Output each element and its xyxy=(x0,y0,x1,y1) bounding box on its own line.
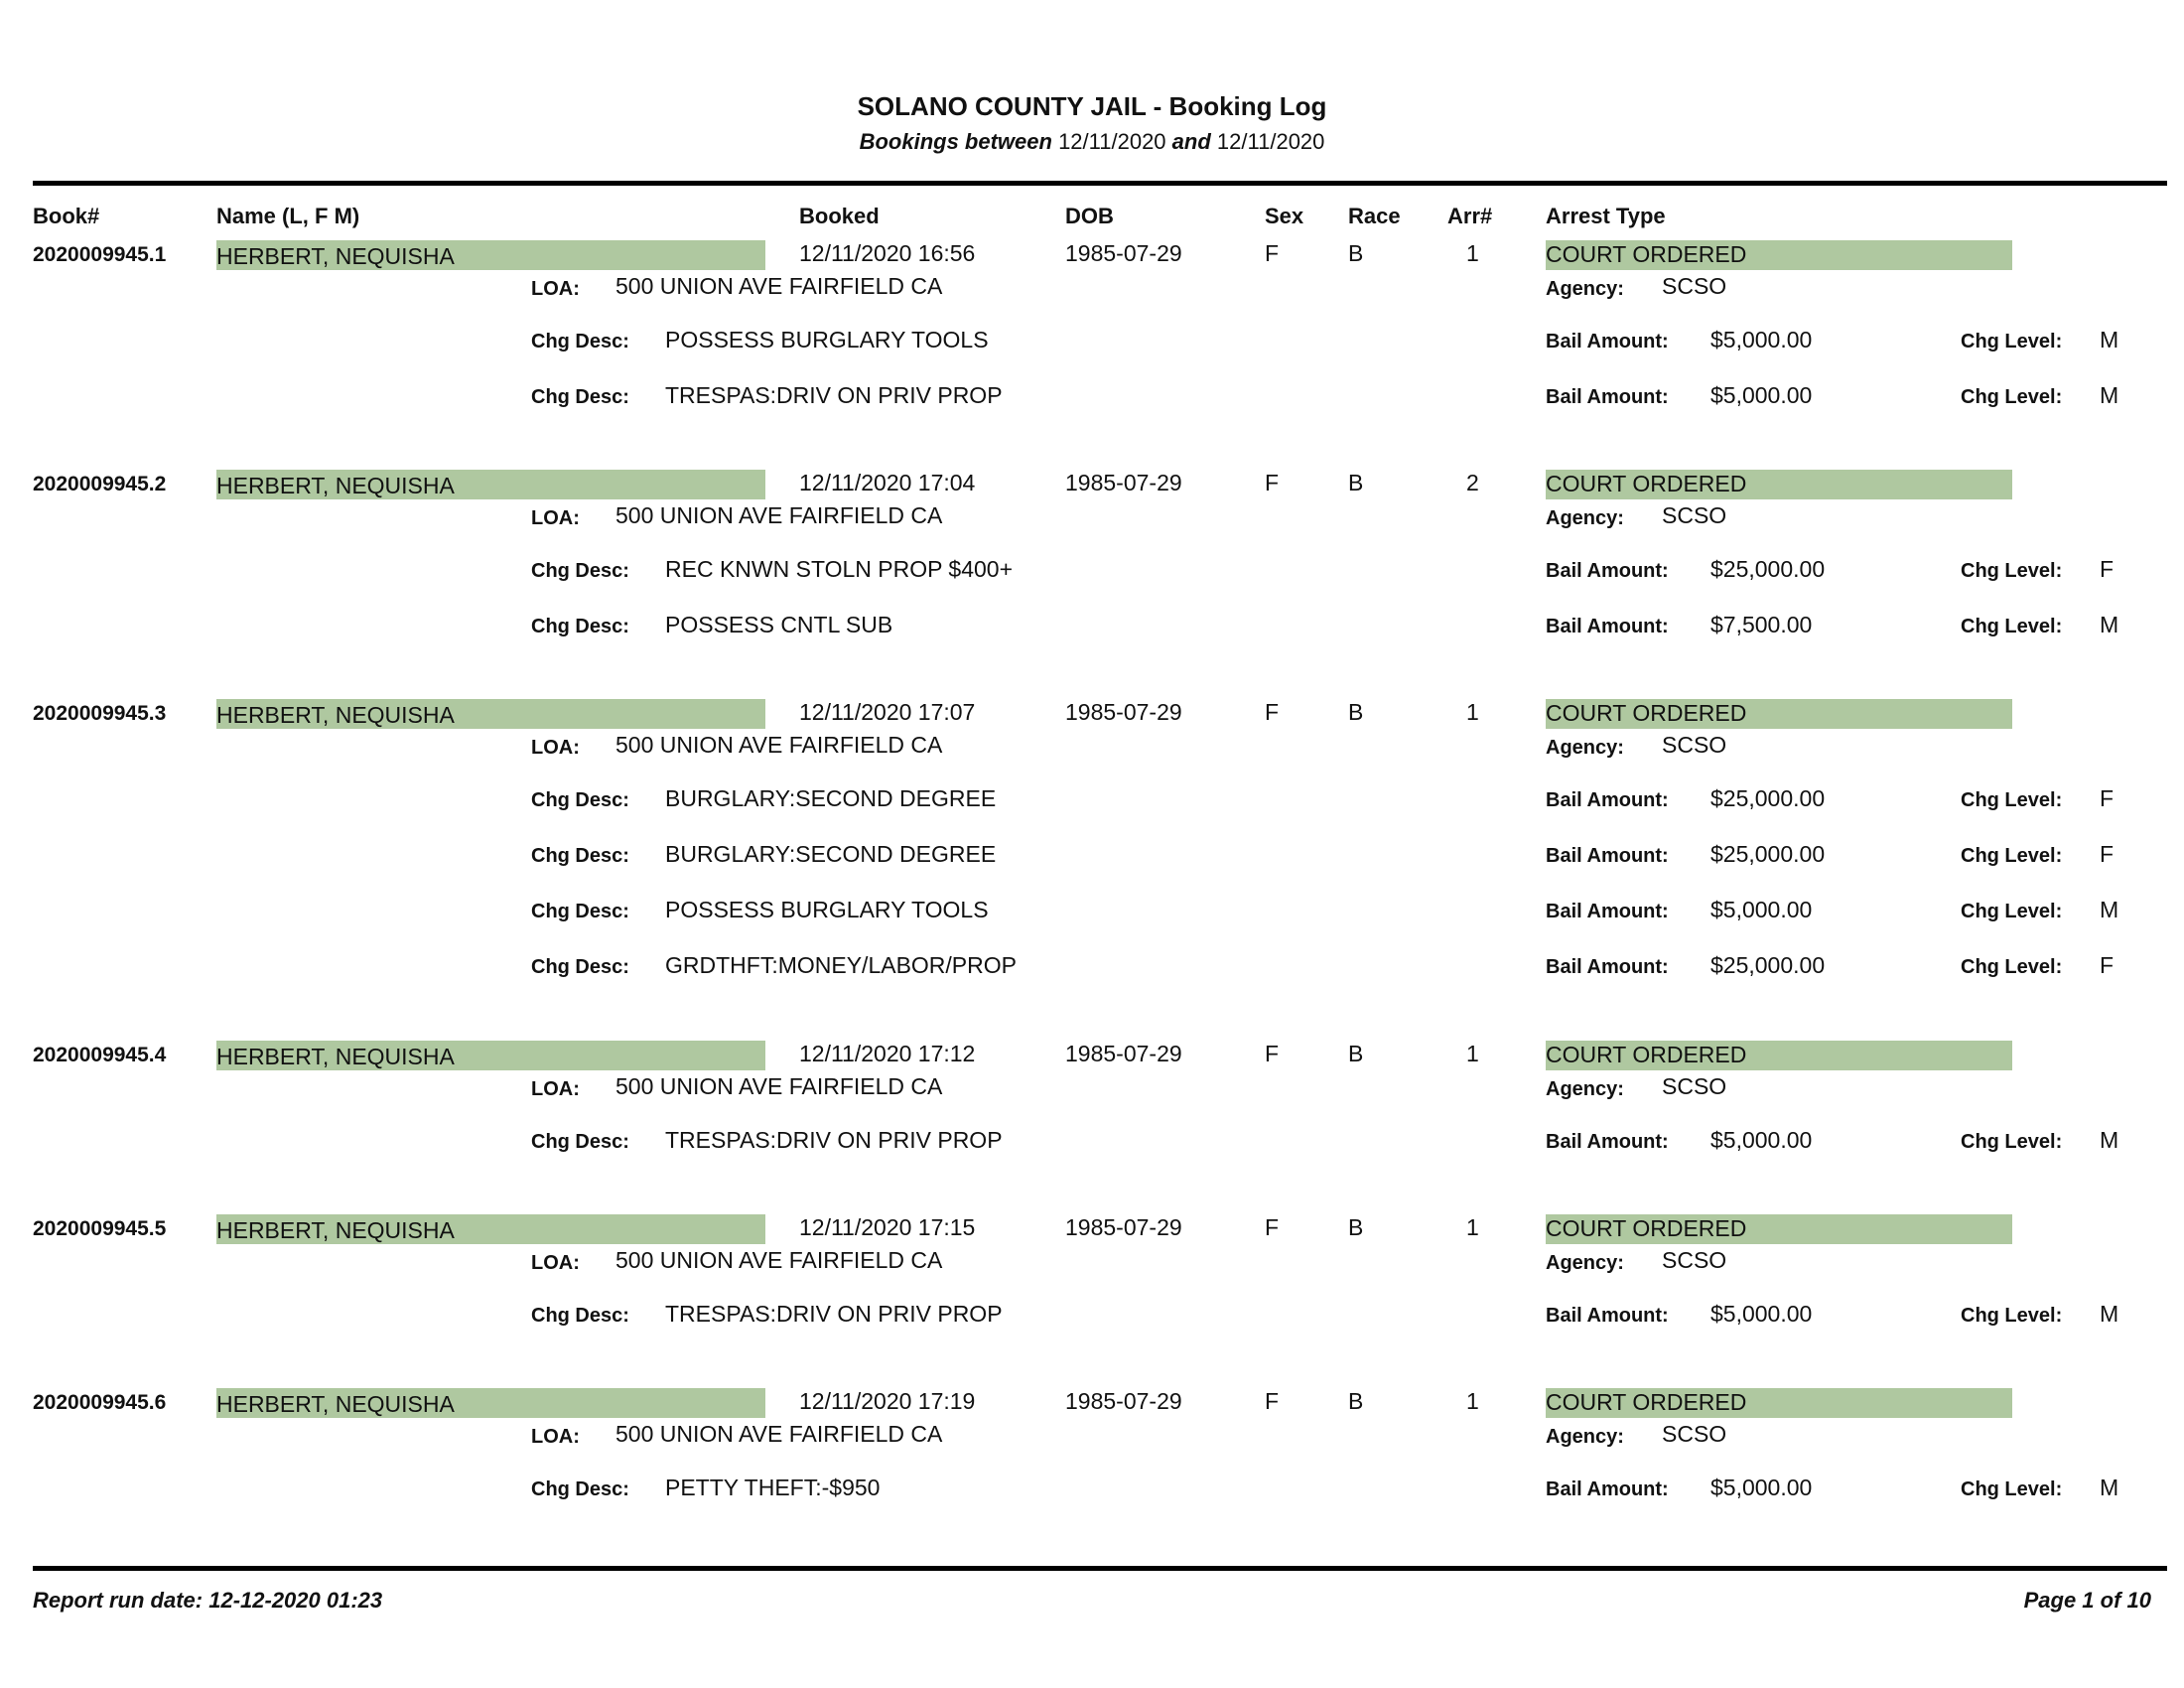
arrest-type: COURT ORDERED xyxy=(1546,471,1747,496)
col-name: Name (L, F M) xyxy=(216,204,360,228)
bail-amount-label: Bail Amount: xyxy=(1546,386,1669,408)
arrest-type-highlight xyxy=(1546,1214,2012,1244)
date-of-birth: 1985-07-29 xyxy=(1065,1041,1182,1066)
bail-amount-label: Bail Amount: xyxy=(1546,616,1669,637)
inmate-name: HERBERT, NEQUISHA xyxy=(216,243,455,269)
report-title: SOLANO COUNTY JAIL - Booking Log xyxy=(857,91,1327,121)
arrest-type: COURT ORDERED xyxy=(1546,1389,1747,1415)
inmate-name-highlight xyxy=(216,470,765,499)
charge-level-label: Chg Level: xyxy=(1961,386,2063,408)
col-book: Book# xyxy=(33,204,100,228)
bail-amount-label: Bail Amount: xyxy=(1546,1305,1669,1327)
bail-amount: $7,500.00 xyxy=(1710,612,1813,637)
charge-desc-label: Chg Desc: xyxy=(531,616,629,637)
location-of-arrest: 500 UNION AVE FAIRFIELD CA xyxy=(615,502,943,528)
booked-datetime: 12/11/2020 17:04 xyxy=(799,470,976,495)
charge-level: M xyxy=(2100,327,2119,352)
inmate-name-highlight xyxy=(216,240,765,270)
charge-level: F xyxy=(2100,841,2115,867)
bottom-rule xyxy=(33,1566,2167,1571)
charge-level-label: Chg Level: xyxy=(1961,1305,2063,1327)
loa-label: LOA: xyxy=(531,737,580,759)
arrest-number: 1 xyxy=(1466,699,1479,725)
charge-desc-label: Chg Desc: xyxy=(531,1305,629,1327)
inmate-name: HERBERT, NEQUISHA xyxy=(216,1391,455,1417)
booked-datetime: 12/11/2020 17:07 xyxy=(799,699,976,725)
agency: SCSO xyxy=(1662,1247,1727,1273)
bail-amount-label: Bail Amount: xyxy=(1546,789,1669,811)
charge-level-label: Chg Level: xyxy=(1961,331,2063,352)
bail-amount: $5,000.00 xyxy=(1710,897,1813,922)
charge-description: TRESPAS:DRIV ON PRIV PROP xyxy=(665,1127,1003,1153)
bail-amount-label: Bail Amount: xyxy=(1546,1131,1669,1153)
inmate-name: HERBERT, NEQUISHA xyxy=(216,1044,455,1069)
page-number: Page 1 of 10 xyxy=(2023,1588,2151,1613)
charge-desc-label: Chg Desc: xyxy=(531,386,629,408)
date-of-birth: 1985-07-29 xyxy=(1065,699,1182,725)
sex: F xyxy=(1265,699,1280,725)
arrest-number: 2 xyxy=(1466,470,1479,495)
race: B xyxy=(1348,699,1364,725)
booked-datetime: 12/11/2020 17:15 xyxy=(799,1214,976,1240)
book-number: 2020009945.5 xyxy=(33,1217,167,1240)
charge-desc-label: Chg Desc: xyxy=(531,331,629,352)
inmate-name-highlight xyxy=(216,1214,765,1244)
race: B xyxy=(1348,240,1364,266)
race: B xyxy=(1348,1214,1364,1240)
arrest-type-highlight xyxy=(1546,470,2012,499)
charge-level: F xyxy=(2100,785,2115,811)
charge-level: M xyxy=(2100,1301,2119,1327)
bail-amount: $25,000.00 xyxy=(1710,785,1826,811)
booked-datetime: 12/11/2020 17:12 xyxy=(799,1041,976,1066)
bail-amount-label: Bail Amount: xyxy=(1546,560,1669,582)
charge-desc-label: Chg Desc: xyxy=(531,845,629,867)
arrest-type-highlight xyxy=(1546,699,2012,729)
bail-amount: $5,000.00 xyxy=(1710,1475,1813,1500)
inmate-name: HERBERT, NEQUISHA xyxy=(216,473,455,498)
loa-label: LOA: xyxy=(531,507,580,529)
charge-level-label: Chg Level: xyxy=(1961,560,2063,582)
report-subtitle xyxy=(0,129,2184,155)
agency: SCSO xyxy=(1662,502,1727,528)
bail-amount-label: Bail Amount: xyxy=(1546,845,1669,867)
charge-level: M xyxy=(2100,612,2119,637)
bail-amount: $25,000.00 xyxy=(1710,952,1826,978)
loa-label: LOA: xyxy=(531,1252,580,1274)
arrest-type-highlight xyxy=(1546,1388,2012,1418)
agency-label: Agency: xyxy=(1546,1078,1624,1100)
charge-level-label: Chg Level: xyxy=(1961,1478,2063,1500)
arrest-type: COURT ORDERED xyxy=(1546,700,1747,726)
charge-level: F xyxy=(2100,556,2115,582)
loa-label: LOA: xyxy=(531,278,580,300)
charge-level-label: Chg Level: xyxy=(1961,901,2063,922)
sex: F xyxy=(1265,1214,1280,1240)
report-run-date: Report run date: 12-12-2020 01:23 xyxy=(33,1588,383,1613)
charge-level-label: Chg Level: xyxy=(1961,789,2063,811)
agency: SCSO xyxy=(1662,1073,1727,1099)
charge-level-label: Chg Level: xyxy=(1961,956,2063,978)
charge-description: BURGLARY:SECOND DEGREE xyxy=(665,785,997,811)
bail-amount-label: Bail Amount: xyxy=(1546,1478,1669,1500)
arrest-number: 1 xyxy=(1466,1214,1479,1240)
bail-amount: $5,000.00 xyxy=(1710,327,1813,352)
race: B xyxy=(1348,1041,1364,1066)
charge-desc-label: Chg Desc: xyxy=(531,1478,629,1500)
agency: SCSO xyxy=(1662,1421,1727,1447)
arrest-type-highlight xyxy=(1546,1041,2012,1070)
bail-amount-label: Bail Amount: xyxy=(1546,331,1669,352)
charge-level: M xyxy=(2100,382,2119,408)
book-number: 2020009945.6 xyxy=(33,1391,167,1414)
charge-description: POSSESS BURGLARY TOOLS xyxy=(665,327,989,352)
charge-level: M xyxy=(2100,897,2119,922)
charge-description: PETTY THEFT:-$950 xyxy=(665,1475,881,1500)
date-of-birth: 1985-07-29 xyxy=(1065,1388,1182,1414)
location-of-arrest: 500 UNION AVE FAIRFIELD CA xyxy=(615,1073,943,1099)
arrest-type-highlight xyxy=(1546,240,2012,270)
sex: F xyxy=(1265,240,1280,266)
charge-desc-label: Chg Desc: xyxy=(531,1131,629,1153)
loa-label: LOA: xyxy=(531,1426,580,1448)
charge-level-label: Chg Level: xyxy=(1961,616,2063,637)
to-date: 12/11/2020 xyxy=(1216,129,1325,154)
charge-desc-label: Chg Desc: xyxy=(531,956,629,978)
agency-label: Agency: xyxy=(1546,1426,1624,1448)
race: B xyxy=(1348,1388,1364,1414)
date-of-birth: 1985-07-29 xyxy=(1065,470,1182,495)
book-number: 2020009945.4 xyxy=(33,1044,167,1066)
charge-description: BURGLARY:SECOND DEGREE xyxy=(665,841,997,867)
charge-desc-label: Chg Desc: xyxy=(531,901,629,922)
agency-label: Agency: xyxy=(1546,1252,1624,1274)
inmate-name: HERBERT, NEQUISHA xyxy=(216,1217,455,1243)
location-of-arrest: 500 UNION AVE FAIRFIELD CA xyxy=(615,732,943,758)
bail-amount-label: Bail Amount: xyxy=(1546,901,1669,922)
subtitle-prefix: Bookings between xyxy=(859,129,1052,154)
charge-level: M xyxy=(2100,1475,2119,1500)
charge-description: POSSESS CNTL SUB xyxy=(665,612,893,637)
from-date: 12/11/2020 xyxy=(1058,129,1166,154)
location-of-arrest: 500 UNION AVE FAIRFIELD CA xyxy=(615,273,943,299)
agency-label: Agency: xyxy=(1546,737,1624,759)
charge-level: F xyxy=(2100,952,2115,978)
sex: F xyxy=(1265,1041,1280,1066)
arrest-type: COURT ORDERED xyxy=(1546,241,1747,267)
agency: SCSO xyxy=(1662,732,1727,758)
arrest-type: COURT ORDERED xyxy=(1546,1215,1747,1241)
race: B xyxy=(1348,470,1364,495)
arrest-type: COURT ORDERED xyxy=(1546,1042,1747,1067)
charge-description: REC KNWN STOLN PROP $400+ xyxy=(665,556,1014,582)
arrest-number: 1 xyxy=(1466,1388,1479,1414)
arrest-number: 1 xyxy=(1466,1041,1479,1066)
charge-desc-label: Chg Desc: xyxy=(531,789,629,811)
bail-amount: $25,000.00 xyxy=(1710,556,1826,582)
book-number: 2020009945.3 xyxy=(33,702,167,725)
top-rule xyxy=(33,181,2167,186)
bail-amount: $5,000.00 xyxy=(1710,1127,1813,1153)
booked-datetime: 12/11/2020 17:19 xyxy=(799,1388,976,1414)
subtitle-and: and xyxy=(1171,129,1211,154)
booked-datetime: 12/11/2020 16:56 xyxy=(799,240,976,266)
charge-description: POSSESS BURGLARY TOOLS xyxy=(665,897,989,922)
inmate-name-highlight xyxy=(216,1388,765,1418)
book-number: 2020009945.2 xyxy=(33,473,167,495)
sex: F xyxy=(1265,470,1280,495)
col-booked: Booked xyxy=(799,204,880,228)
date-of-birth: 1985-07-29 xyxy=(1065,240,1182,266)
charge-level-label: Chg Level: xyxy=(1961,1131,2063,1153)
charge-desc-label: Chg Desc: xyxy=(531,560,629,582)
inmate-name-highlight xyxy=(216,699,765,729)
col-dob: DOB xyxy=(1065,204,1114,228)
book-number: 2020009945.1 xyxy=(33,243,167,266)
col-race: Race xyxy=(1348,204,1401,228)
bail-amount: $25,000.00 xyxy=(1710,841,1826,867)
col-arrest-type: Arrest Type xyxy=(1546,204,1666,228)
charge-level-label: Chg Level: xyxy=(1961,845,2063,867)
charge-description: TRESPAS:DRIV ON PRIV PROP xyxy=(665,382,1003,408)
arrest-number: 1 xyxy=(1466,240,1479,266)
loa-label: LOA: xyxy=(531,1078,580,1100)
charge-level: M xyxy=(2100,1127,2119,1153)
col-arr: Arr# xyxy=(1447,204,1493,228)
col-sex: Sex xyxy=(1265,204,1304,228)
charge-description: TRESPAS:DRIV ON PRIV PROP xyxy=(665,1301,1003,1327)
bail-amount-label: Bail Amount: xyxy=(1546,956,1669,978)
date-of-birth: 1985-07-29 xyxy=(1065,1214,1182,1240)
location-of-arrest: 500 UNION AVE FAIRFIELD CA xyxy=(615,1421,943,1447)
agency-label: Agency: xyxy=(1546,507,1624,529)
agency-label: Agency: xyxy=(1546,278,1624,300)
charge-description: GRDTHFT:MONEY/LABOR/PROP xyxy=(665,952,1017,978)
bail-amount: $5,000.00 xyxy=(1710,382,1813,408)
inmate-name-highlight xyxy=(216,1041,765,1070)
inmate-name: HERBERT, NEQUISHA xyxy=(216,702,455,728)
agency: SCSO xyxy=(1662,273,1727,299)
bail-amount: $5,000.00 xyxy=(1710,1301,1813,1327)
location-of-arrest: 500 UNION AVE FAIRFIELD CA xyxy=(615,1247,943,1273)
sex: F xyxy=(1265,1388,1280,1414)
